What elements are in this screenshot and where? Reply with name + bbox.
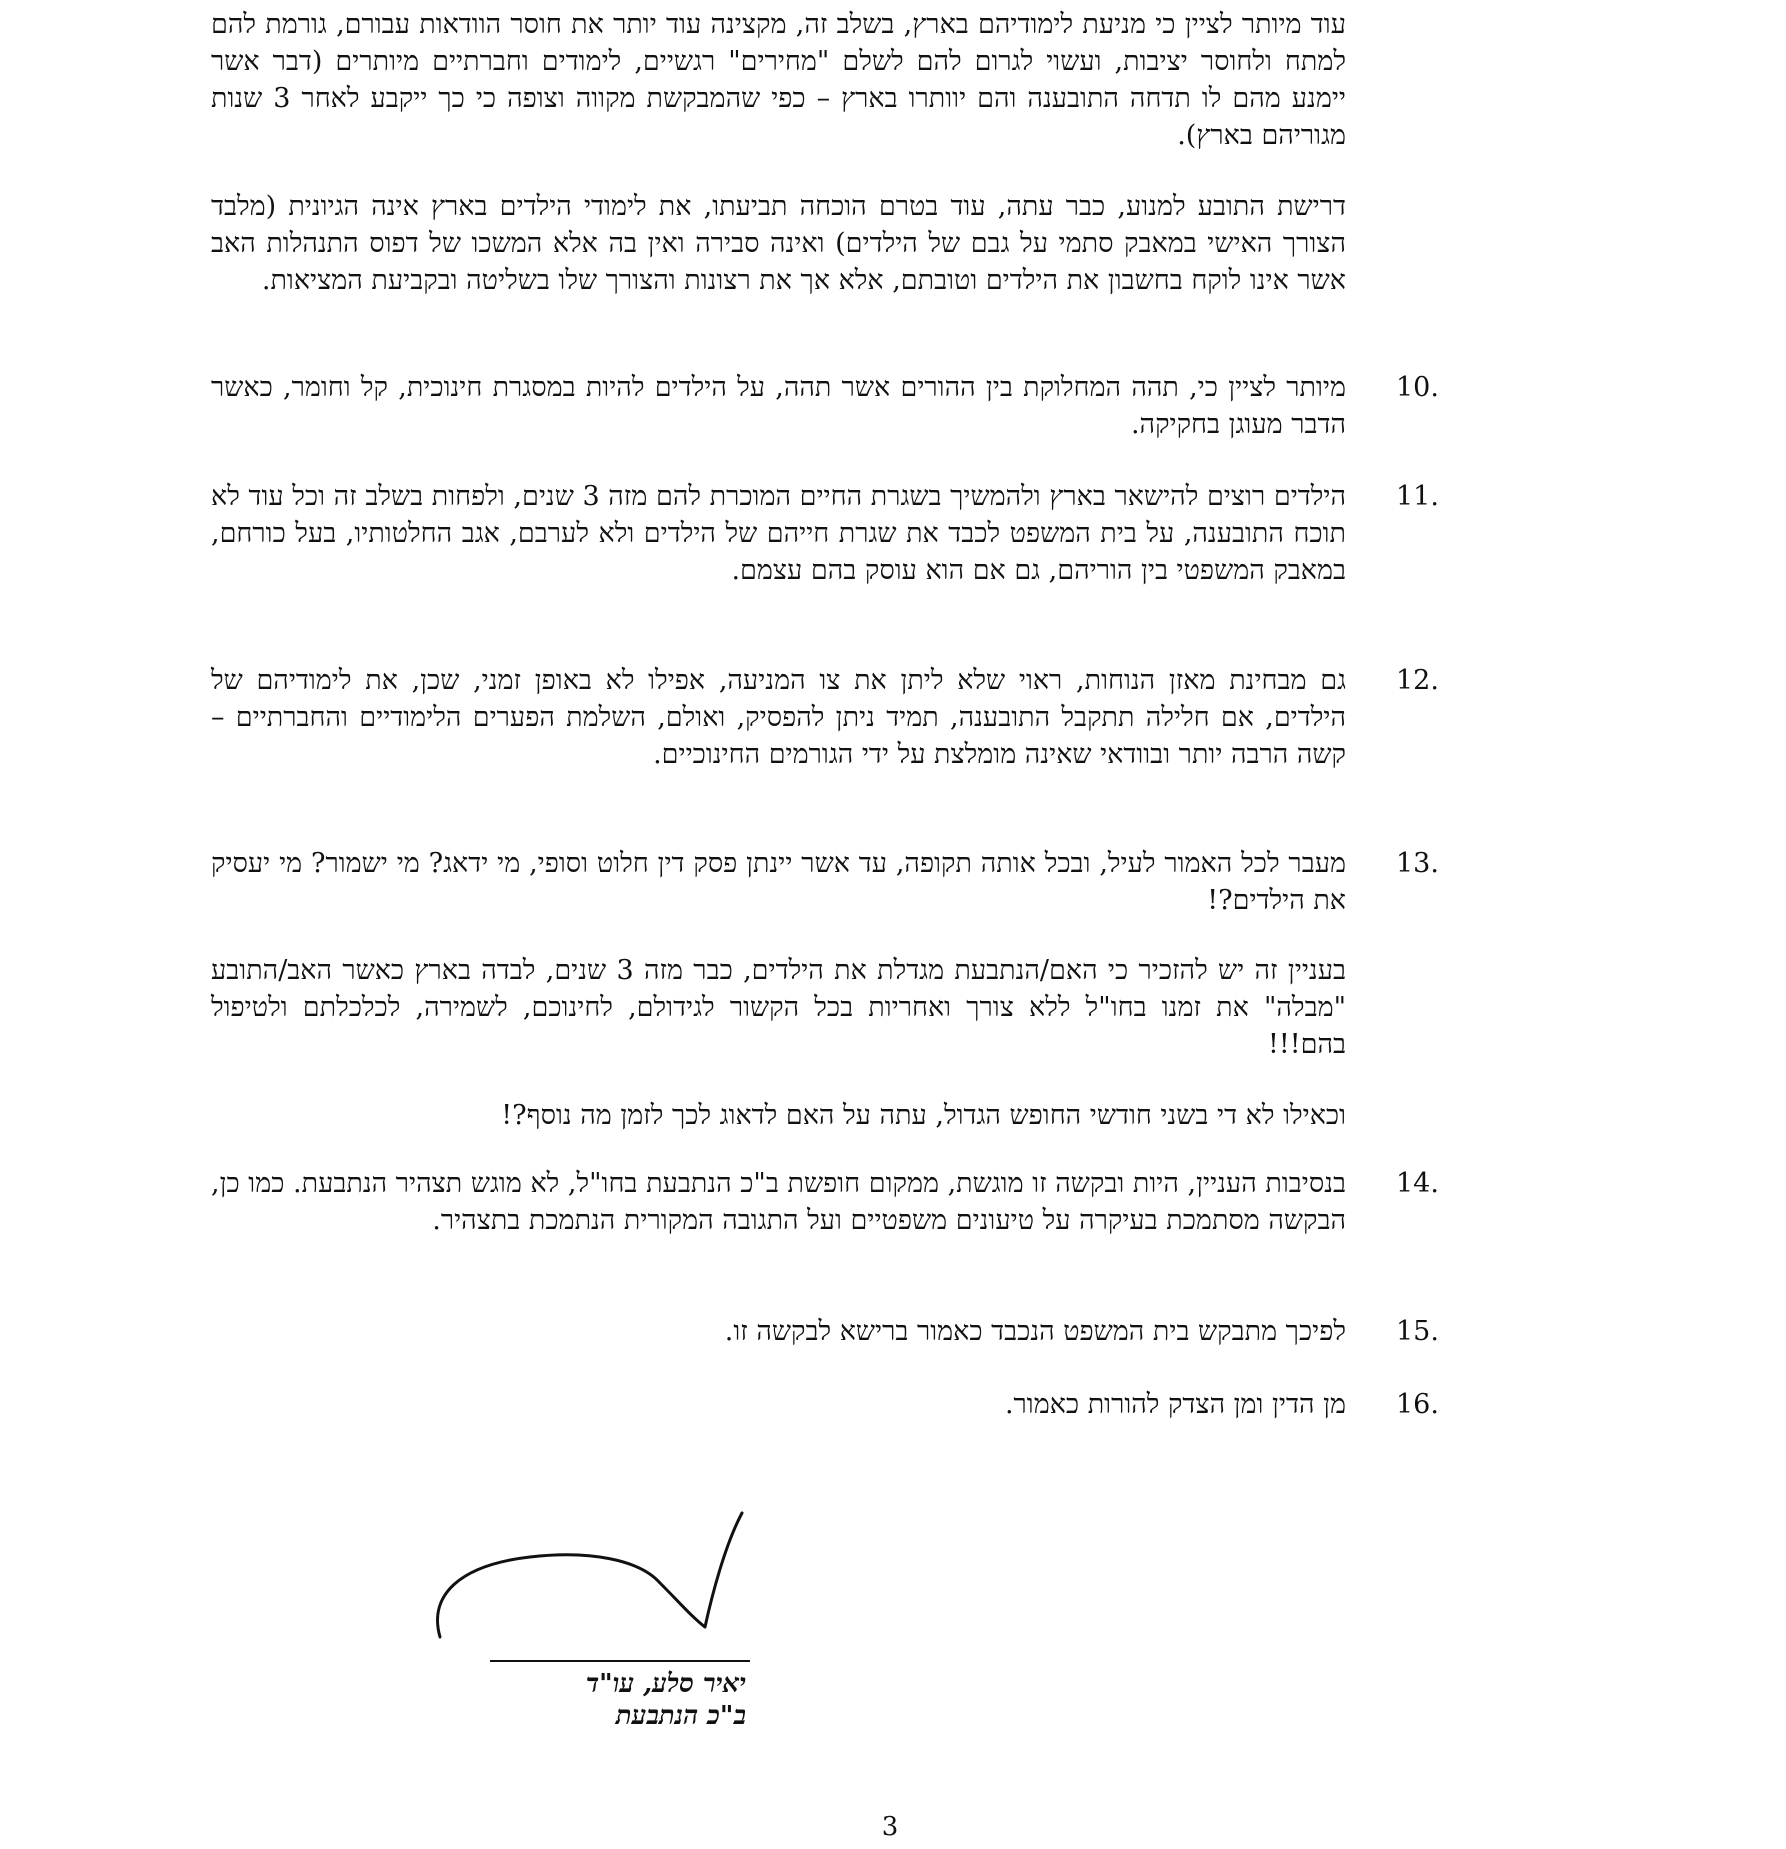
paragraph-14: בנסיבות העניין, היות ובקשה זו מוגשת, ממקום חופשת ב"כ הנתבעת בחו"ל, לא מוגש תצהיר הנתבעת. כמו כן, הבקשה מסתמכת בעיקרה על טיעונים משפטיים ועל התגובה המקורית הנתמכת בתצהיר.	[211, 1168, 1346, 1236]
paragraph-11: הילדים רוצים להישאר בארץ ולהמשיך בשגרת החיים המוכרת להם מזה 3 שנים, ולפחות בשלב זה וכל עוד לא תוכח התובענה, על בית המשפט לכבד את שגרת חייהם של הילדים ולא לערבם, אגב החלטותיו, בעל כורחם, במאבק המשפטי בין הוריהם, גם אם הוא עוסק בהם עצמם.	[211, 481, 1346, 586]
paragraph-continuation-1: עוד מיותר לציין כי מניעת לימודיהם בארץ, בשלב זה, מקצינה עוד יותר את חוסר הוודאות עבורם, גורמת להם למתח ולחוסר יציבות, ועשוי לגרום להם לשלם "מחירים" רגשיים, לימודים וחברתיים מיותרים (דבר אשר יימנע מהם לו תדחה התובענה והם יוותרו בארץ – כפי שהמבקשת מקווה וצופה כי כך ייקבע לאחר 3 שנות מגוריהם בארץ).	[211, 9, 1346, 151]
paragraph-number-10: 10.	[1396, 372, 1439, 403]
handwritten-signature-icon	[420, 1505, 760, 1655]
paragraph-10: מיותר לציין כי, תהה המחלוקת בין ההורים אשר תהה, על הילדים להיות במסגרת חינוכית, קל וחומר, כאשר הדבר מעוגן בחקיקה.	[211, 372, 1346, 440]
paragraph-13: מעבר לכל האמור לעיל, ובכל אותה תקופה, עד אשר יינתן פסק דין חלוט וסופי, מי ידאג? מי ישמור? מי יעסיק את הילדים?!	[211, 848, 1346, 916]
paragraph-continuation-2: דרישת התובע למנוע, כבר עתה, עוד בטרם הוכחה תביעתו, את לימודי הילדים בארץ אינה הגיונית (מלבד הצורך האישי במאבק סתמי על גבם של הילדים) ואינה סבירה ואין בה אלא המשכו של דפוס התנהלות האב אשר אינו לוקח בחשבון את הילדים וטובתם, אלא אך את רצונות והצורך שלו בשליטה ובקביעת המציאות.	[211, 191, 1346, 296]
paragraph-13-continuation-2: וכאילו לא די בשני חודשי החופש הגדול, עתה על האם לדאוג לכך לזמן מה נוסף?!	[501, 1100, 1346, 1131]
signature-name: יאיר סלע, עו"ד	[585, 1669, 746, 1699]
paragraph-12: גם מבחינת מאזן הנוחות, ראוי שלא ליתן את צו המניעה, אפילו לא באופן זמני, שכן, את לימודיהם של הילדים, אם חלילה תתקבל התובענה, תמיד ניתן להפסיק, ואולם, השלמת הפערים הלימודיים והחברתיים – קשה הרבה יותר ובוודאי שאינה מומלצת על ידי הגורמים החינוכיים.	[211, 665, 1346, 770]
paragraph-number-13: 13.	[1396, 848, 1439, 879]
paragraph-number-16: 16.	[1396, 1389, 1439, 1420]
paragraph-number-14: 14.	[1396, 1168, 1439, 1199]
paragraph-15: לפיכך מתבקש בית המשפט הנכבד כאמור ברישא לבקשה זו.	[724, 1316, 1346, 1347]
paragraph-13-continuation-1: בעניין זה יש להזכיר כי האם/הנתבעת מגדלת את הילדים, כבר מזה 3 שנים, לבדה בארץ כאשר האב/התובע "מבלה" את זמנו בחו"ל ללא צורך ואחריות בכל הקשור לגידולם, לחינוכם, לשמירה, לכלכלתם ולטיפול בהם!!!	[211, 955, 1346, 1060]
page-number: 3	[881, 1812, 899, 1842]
paragraph-number-11: 11.	[1396, 481, 1439, 512]
paragraph-number-15: 15.	[1396, 1316, 1439, 1347]
paragraph-16: מן הדין ומן הצדק להורות כאמור.	[1004, 1389, 1346, 1420]
paragraph-number-12: 12.	[1396, 665, 1439, 696]
signature-role: ב"כ הנתבעת	[615, 1701, 746, 1731]
signature-line	[490, 1660, 750, 1662]
